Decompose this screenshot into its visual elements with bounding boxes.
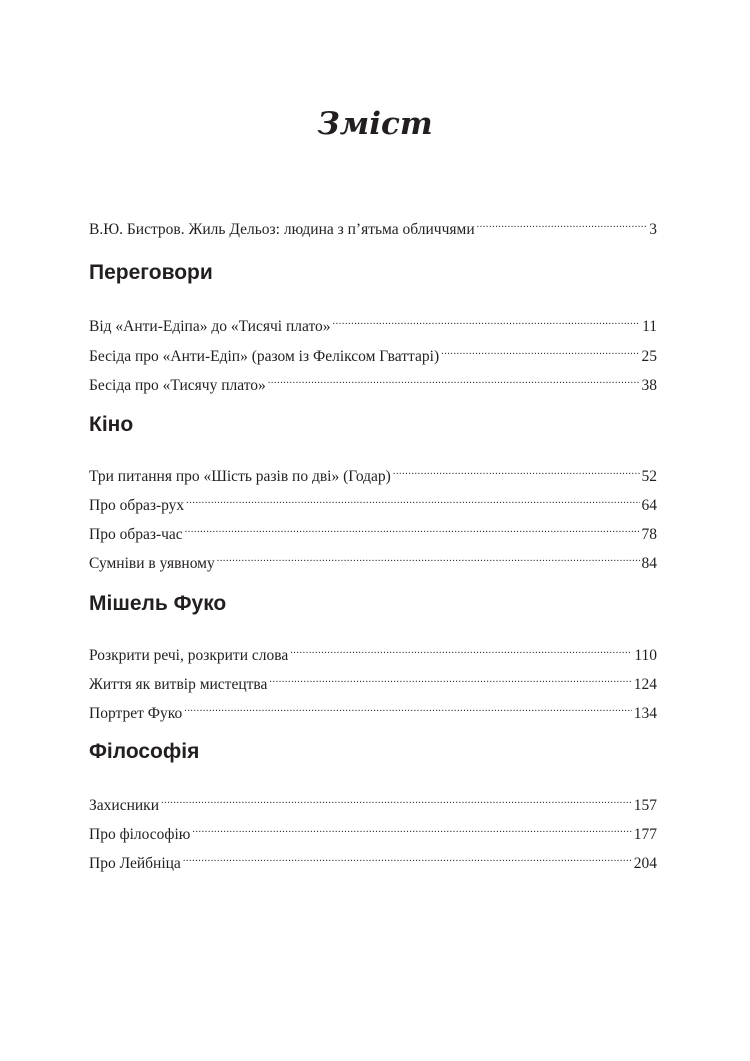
section-heading-foucault: Мішель Фуко xyxy=(89,592,227,615)
toc-entry[interactable] xyxy=(89,636,657,664)
toc-entry-label: Про образ-час xyxy=(89,526,183,543)
toc-entry-page: 38 xyxy=(641,377,657,394)
toc-entry-label: Захисники xyxy=(89,797,159,814)
toc-entry-label: В.Ю. Бистров. Жиль Дельоз: людина з п’ятьма обличчями xyxy=(89,221,475,238)
toc-entry[interactable] xyxy=(89,665,657,693)
toc-entry-label: Життя як витвір мистецтва xyxy=(89,676,268,693)
section-heading-kino: Кіно xyxy=(89,413,134,436)
dot-leader xyxy=(269,665,631,689)
toc-entry-label: Від «Анти-Едіпа» до «Тисячі плато» xyxy=(89,318,331,335)
toc-entry[interactable] xyxy=(89,457,657,485)
dot-leader xyxy=(183,844,632,868)
toc-entry-label: Про філософію xyxy=(89,826,191,843)
toc-entry-label: Бесіда про «Анти-Едіп» (разом із Феліксом Гваттарі) xyxy=(89,348,440,365)
dot-leader xyxy=(290,636,632,660)
dot-leader xyxy=(393,457,640,481)
toc-entry[interactable] xyxy=(89,815,657,843)
toc-entry[interactable] xyxy=(89,515,657,543)
toc-entry[interactable] xyxy=(89,694,657,722)
toc-entry-page: 11 xyxy=(642,318,657,335)
toc-entry[interactable] xyxy=(89,337,657,365)
toc-entry[interactable] xyxy=(89,486,657,514)
toc-entry-page: 78 xyxy=(641,526,657,543)
toc-entry[interactable] xyxy=(89,366,657,394)
toc-entry-page: 204 xyxy=(633,855,657,872)
toc-entry-page: 3 xyxy=(649,221,657,238)
toc-entry-page: 157 xyxy=(633,797,657,814)
dot-leader xyxy=(186,486,639,510)
toc-entry[interactable] xyxy=(89,786,657,814)
dot-leader xyxy=(185,515,640,539)
toc-entry-label: Розкрити речі, розкрити слова xyxy=(89,647,289,664)
dot-leader xyxy=(217,544,640,568)
toc-entry-label: Портрет Фуко xyxy=(89,705,183,722)
toc-entry-intro[interactable] xyxy=(89,210,657,238)
toc-entry-page: 64 xyxy=(641,497,657,514)
toc-entry[interactable] xyxy=(89,544,657,572)
section-heading-philosophy: Філософія xyxy=(89,740,200,763)
toc-entry-label: Сумніви в уявному xyxy=(89,555,215,572)
toc-entry[interactable] xyxy=(89,307,657,335)
dot-leader xyxy=(161,786,632,810)
dot-leader xyxy=(184,694,632,718)
toc-entry-page: 134 xyxy=(633,705,657,722)
toc-entry[interactable] xyxy=(89,844,657,872)
toc-entry-page: 84 xyxy=(641,555,657,572)
toc-entry-label: Три питання про «Шість разів по дві» (Годар) xyxy=(89,468,391,485)
dot-leader xyxy=(477,210,648,234)
toc-title: Зміст xyxy=(317,106,433,142)
toc-entry-label: Про образ-рух xyxy=(89,497,185,514)
dot-leader xyxy=(192,815,631,839)
toc-entry-label: Бесіда про «Тисячу плато» xyxy=(89,377,266,394)
toc-entry-page: 124 xyxy=(633,676,657,693)
dot-leader xyxy=(268,366,640,390)
toc-entry-page: 25 xyxy=(641,348,657,365)
section-heading-pereghovory: Переговори xyxy=(89,261,213,284)
dot-leader xyxy=(441,337,639,361)
toc-entry-page: 110 xyxy=(634,647,657,664)
dot-leader xyxy=(333,307,641,331)
toc-entry-label: Про Лейбніца xyxy=(89,855,181,872)
toc-entry-page: 52 xyxy=(641,468,657,485)
toc-entry-page: 177 xyxy=(633,826,657,843)
